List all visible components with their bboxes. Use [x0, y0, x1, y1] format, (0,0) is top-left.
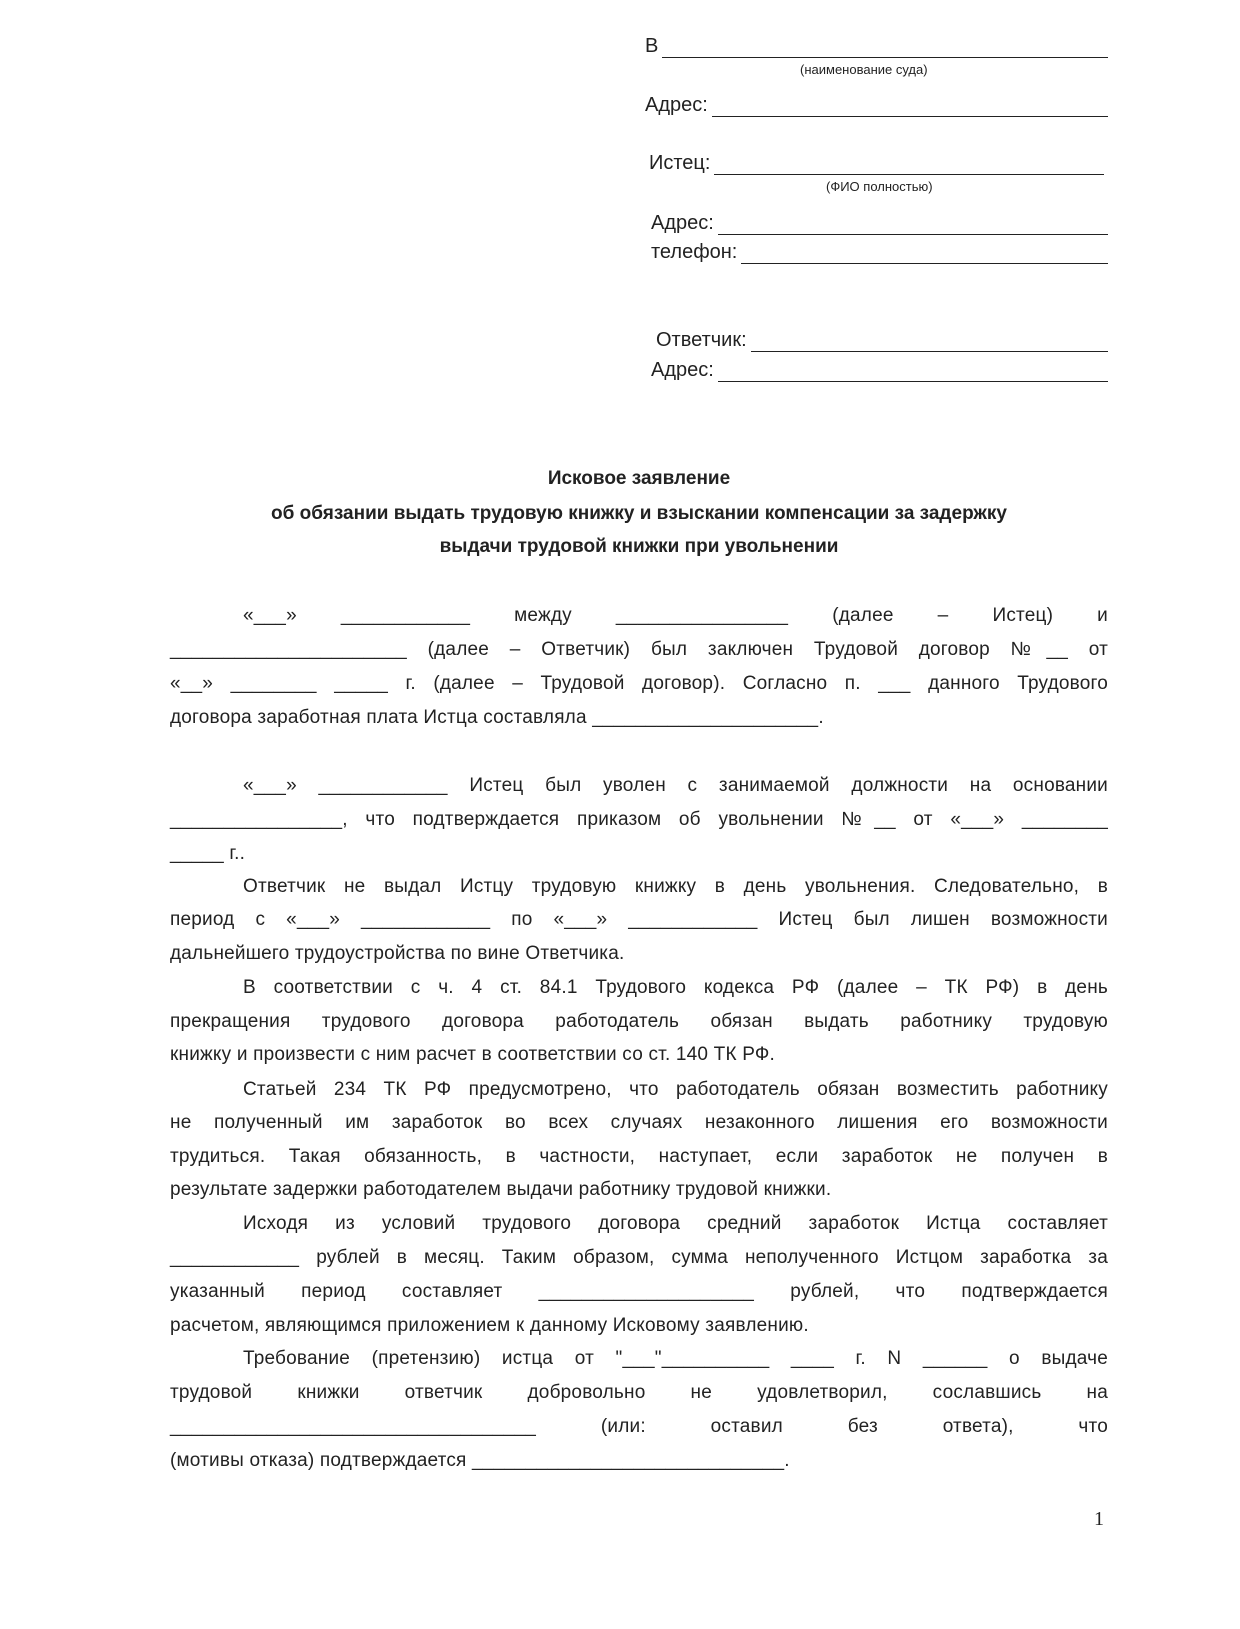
body-line: период с «___» ____________ по «___» ____________ Истец был лишен возможности — [170, 909, 1108, 930]
court-field[interactable] — [645, 32, 1108, 58]
plaintiff-caption: (ФИО полностью) — [826, 179, 933, 194]
document-title: Исковое заявление — [547, 468, 731, 489]
body-line: прекращения трудового договора работодатель обязан выдать работнику трудовую — [170, 1011, 1108, 1032]
page-number: 1 — [1094, 1508, 1104, 1530]
defendant-address-label: Адрес: — [651, 359, 714, 381]
document-subtitle-line: об обязании выдать трудовую книжку и взыскании компенсации за задержку — [271, 503, 1007, 524]
body-line: (мотивы отказа) подтверждается _____________________________. — [170, 1450, 790, 1471]
body-line: указанный период составляет ____________________ рублей, что подтверждается — [170, 1281, 1108, 1302]
blank-line — [714, 154, 1104, 175]
plaintiff-label: Истец: — [649, 152, 711, 174]
body-line: Требование (претензию) истца от "___"__________ ____ г. N ______ о выдаче — [243, 1348, 1108, 1369]
body-line: _____ г.. — [170, 843, 246, 864]
blank-line — [718, 361, 1108, 382]
body-line: трудовой книжки ответчик добровольно не удовлетворил, сославшись на — [170, 1382, 1108, 1403]
body-line: Ответчик не выдал Истцу трудовую книжку в день увольнения. Следовательно, в — [243, 876, 1108, 897]
body-line: договора заработная плата Истца составляла _____________________. — [170, 707, 824, 728]
blank-line — [718, 214, 1108, 235]
body-line: «__» ________ _____ г. (далее – Трудовой договор). Согласно п. ___ данного Трудового — [170, 673, 1108, 694]
blank-line — [741, 243, 1108, 264]
body-line: расчетом, являющимся приложением к данному Исковому заявлению. — [170, 1315, 809, 1336]
defendant-field[interactable] — [656, 326, 1108, 352]
plaintiff-phone-label: телефон: — [651, 241, 738, 263]
body-line: ____________ рублей в месяц. Таким образом, сумма неполученного Истцом заработка за — [170, 1247, 1108, 1268]
body-line: «___» ____________ Истец был уволен с занимаемой должности на основании — [243, 775, 1108, 796]
plaintiff-address-label: Адрес: — [651, 212, 714, 234]
plaintiff-field[interactable] — [649, 149, 1104, 175]
court-address-label: Адрес: — [645, 94, 708, 116]
plaintiff-phone-field[interactable] — [651, 238, 1108, 264]
document-subtitle-line: выдачи трудовой книжки при увольнении — [439, 536, 839, 557]
blank-line — [751, 331, 1108, 352]
body-line: Статьей 234 ТК РФ предусмотрено, что работодатель обязан возместить работнику — [243, 1079, 1108, 1100]
body-line: __________________________________ (или: оставил без ответа), что — [170, 1416, 1108, 1437]
blank-line — [712, 96, 1108, 117]
body-line: ______________________ (далее – Ответчик) был заключен Трудовой договор №__ от — [170, 639, 1108, 660]
defendant-label: Ответчик: — [656, 329, 747, 351]
body-line: Исходя из условий трудового договора средний заработок Истца составляет — [243, 1213, 1108, 1234]
body-line: ________________, что подтверждается приказом об увольнении №__ от «___» ________ — [170, 809, 1108, 830]
body-line: В соответствии с ч. 4 ст. 84.1 Трудового кодекса РФ (далее – ТК РФ) в день — [243, 977, 1108, 998]
blank-line — [662, 37, 1108, 58]
body-line: трудиться. Такая обязанность, в частности, наступает, если заработок не получен в — [170, 1146, 1108, 1167]
court-label: В — [645, 35, 659, 57]
body-line: книжку и произвести с ним расчет в соответствии со ст. 140 ТК РФ. — [170, 1044, 776, 1065]
court-caption: (наименование суда) — [800, 62, 928, 77]
body-line: результате задержки работодателем выдачи работнику трудовой книжки. — [170, 1179, 832, 1200]
body-line: «___» ____________ между ________________ (далее – Истец) и — [243, 605, 1108, 626]
plaintiff-address-field[interactable] — [651, 209, 1108, 235]
defendant-address-field[interactable] — [651, 356, 1108, 382]
court-address-field[interactable] — [645, 91, 1108, 117]
body-line: дальнейшего трудоустройства по вине Ответчика. — [170, 943, 625, 964]
body-line: не полученный им заработок во всех случаях незаконного лишения его возможности — [170, 1112, 1108, 1133]
